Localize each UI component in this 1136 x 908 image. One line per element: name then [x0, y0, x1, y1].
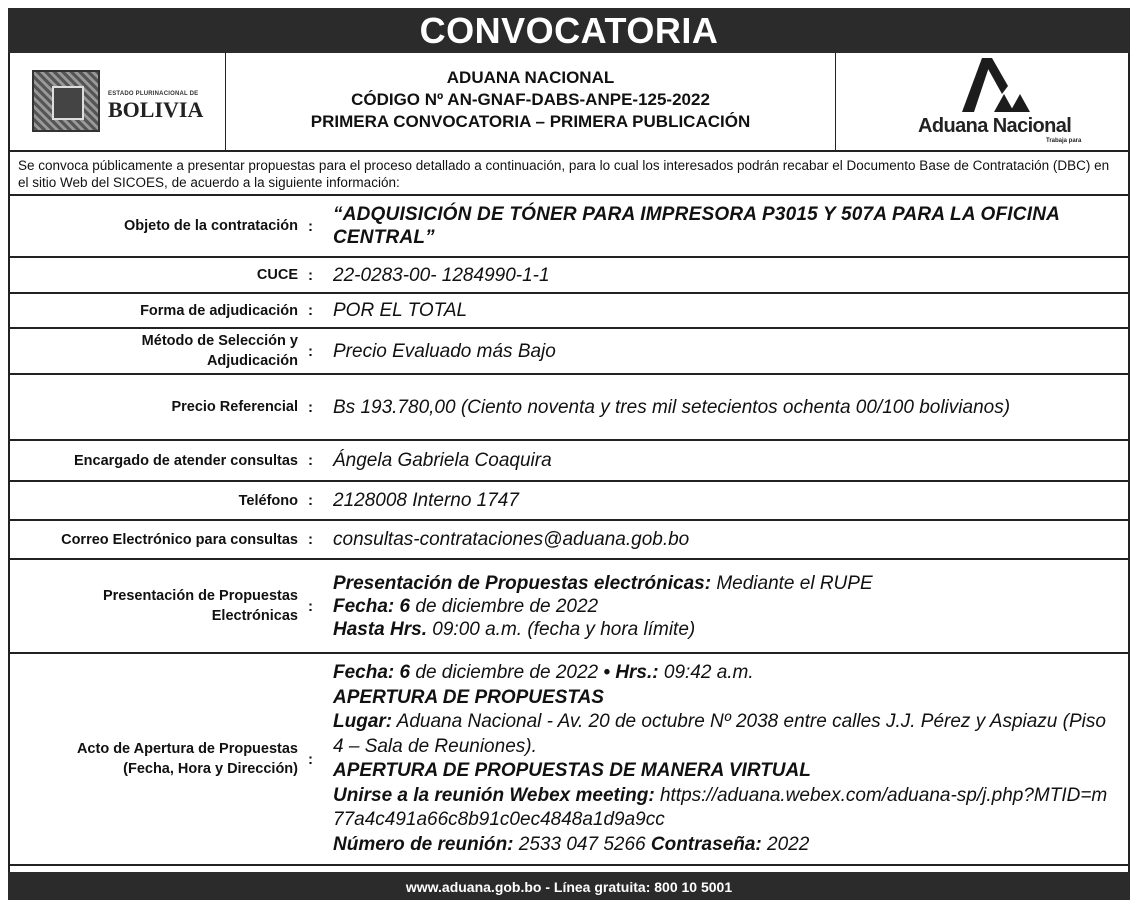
aduana-logo [836, 53, 1130, 150]
label-objeto: Objeto de la contratación [123, 218, 298, 234]
row-metodo [8, 329, 1130, 375]
apertura-fecha-value: de diciembre de 2022 [410, 662, 604, 683]
apertura-virtual-heading: APERTURA DE PROPUESTAS DE MANERA VIRTUAL [333, 760, 811, 781]
label-precio: Precio Referencial [171, 399, 298, 415]
label-apertura [8, 654, 298, 864]
password-label: Contraseña: [650, 833, 762, 855]
label-apertura-line2: (Fecha, Hora y Dirección) [123, 761, 298, 777]
value-telefono: 2128008 Interno 1747 [333, 490, 519, 511]
label-forma: Forma de adjudicación [140, 302, 298, 319]
value-forma: POR EL TOTAL [333, 300, 468, 321]
apertura-heading: APERTURA DE PROPUESTAS [333, 686, 604, 708]
aduana-logo-tagline: Trabaja para [1046, 138, 1082, 144]
value-metodo: Precio Evaluado más Bajo [333, 340, 556, 362]
value-objeto: “ADQUISICIÓN DE TÓNER PARA IMPRESORA P3015 Y 507A PARA LA OFICINA CENTRAL” [333, 204, 1060, 248]
password-value: 2022 [761, 833, 810, 855]
colon: : [308, 531, 313, 548]
meeting-number-value: 2533 047 5266 [513, 833, 651, 855]
value-apertura [333, 654, 1116, 864]
bolivia-logo [8, 53, 226, 150]
webex-label: Unirse a la reunión Webex meeting: [333, 784, 655, 806]
value-encargado: Ángela Gabriela Coaquira [333, 450, 552, 471]
meeting-number-label: Número de reunión: [333, 833, 514, 855]
row-objeto [8, 196, 1130, 258]
label-encargado: Encargado de atender consultas [73, 452, 298, 469]
apertura-hora-label: • Hrs.: [603, 662, 659, 683]
bolivia-state-label: ESTADO PLURINACIONAL DE [108, 91, 199, 97]
aduana-logo-name: Aduana Nacional [918, 115, 1072, 137]
row-presentacion [8, 560, 1130, 654]
row-correo [8, 521, 1130, 560]
value-presentacion [333, 560, 1116, 652]
webex-link[interactable]: https://aduana.webex.com/aduana-sp/j.php?MTID=m77a4c491a66c8b91c0ec4848a1d9a9cc [333, 784, 1108, 830]
colon: : [308, 492, 313, 509]
value-cuce: 22-0283-00- 1284990-1-1 [333, 264, 550, 286]
presentacion-electronica-label: Presentación de Propuestas electrónicas: [333, 572, 712, 594]
bolivia-emblem-icon [32, 70, 100, 132]
value-correo[interactable]: consultas-contrataciones@aduana.gob.bo [333, 529, 690, 550]
label-apertura-line1: Acto de Apertura de Propuestas [76, 741, 298, 757]
label-presentacion-line1: Presentación de Propuestas [102, 588, 298, 604]
apertura-lugar-value: Aduana Nacional - Av. 20 de octubre Nº 2038 entre calles J.J. Pérez y Aspiazu (Piso 4 – Sala de Reuniones). [333, 711, 1106, 757]
header-titles [226, 53, 836, 150]
row-encargado [8, 441, 1130, 482]
colon: : [308, 266, 313, 284]
aduana-logo-icon [960, 56, 1032, 114]
presentacion-hora-label: Hasta Hrs. [333, 618, 427, 640]
header [8, 53, 1130, 152]
row-cuce [8, 258, 1130, 294]
row-telefono [8, 482, 1130, 521]
header-institution: ADUANA NACIONAL [446, 68, 615, 87]
label-correo: Correo Electrónico para consultas [61, 531, 298, 548]
label-cuce: CUCE [256, 267, 298, 283]
label-presentacion-line2: Electrónicas [211, 608, 298, 624]
colon: : [308, 342, 313, 360]
header-code: CÓDIGO Nº AN-GNAF-DABS-ANPE-125-2022 [351, 90, 710, 109]
presentacion-fecha-label: Fecha: 6 [333, 595, 411, 617]
presentacion-electronica-value: Mediante el RUPE [711, 572, 873, 594]
row-precio [8, 375, 1130, 441]
label-telefono: Teléfono [238, 492, 298, 509]
page-title: CONVOCATORIA [8, 8, 1130, 53]
row-apertura [8, 654, 1130, 866]
presentacion-hora-value: 09:00 a.m. (fecha y hora límite) [427, 618, 696, 640]
colon: : [308, 750, 313, 768]
colon: : [308, 302, 313, 319]
apertura-hora-value: 09:42 a.m. [658, 662, 754, 683]
intro-text: Se convoca públicamente a presentar propuestas para el proceso detallado a continuación, para lo cual los interesados podrán recabar el Documento Base de Contratación (DBC) en el sitio Web del SICOES, de acuerdo a la siguiente información: [8, 152, 1130, 196]
presentacion-fecha-value: de diciembre de 2022 [410, 595, 599, 617]
colon: : [308, 597, 313, 615]
bolivia-name: BOLIVIA [108, 97, 204, 122]
colon: : [308, 452, 313, 469]
label-metodo [8, 329, 298, 373]
row-forma [8, 294, 1130, 329]
header-publication: PRIMERA CONVOCATORIA – PRIMERA PUBLICACIÓN [310, 112, 751, 131]
apertura-fecha-label: Fecha: 6 [333, 662, 411, 683]
label-metodo-line1: Método de Selección y [141, 333, 298, 349]
value-precio: Bs 193.780,00 (Ciento noventa y tres mil setecientos ochenta 00/100 bolivianos) [333, 396, 1011, 418]
colon: : [308, 217, 313, 235]
colon: : [308, 398, 313, 416]
label-presentacion [8, 560, 298, 652]
footer[interactable]: www.aduana.gob.bo - Línea gratuita: 800 10 5001 [8, 872, 1130, 900]
apertura-lugar-label: Lugar: [333, 711, 393, 732]
label-metodo-line2: Adjudicación [206, 353, 298, 369]
